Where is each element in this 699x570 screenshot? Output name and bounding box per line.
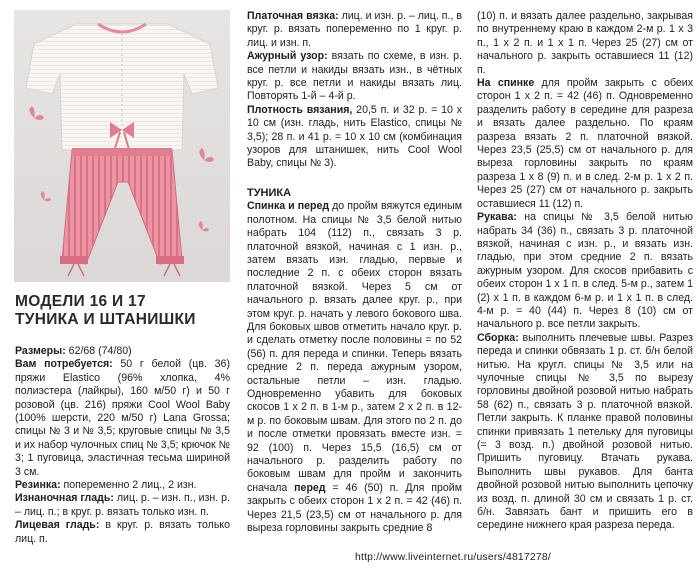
paragraph: (10) п. и вязать далее раздельно, закрывая по внутреннему краю в каждом 2-м р. 1 х 3 п., 1 х 2 п. и 1 х 1 п. Через 25 (27) см от начального р. закрыть оставшиеся 11 (12) п. [477, 10, 693, 76]
column-2 [247, 10, 462, 535]
page-title: МОДЕЛИ 16 И 17 ТУНИКА И ШТАНИШКИ [15, 293, 196, 328]
watermark-url: http://www.liveinternet.ru/users/4817278/ [355, 552, 551, 563]
title-block [15, 293, 230, 337]
paragraph: Ажурный узор: вязать по схеме, в изн. р. все петли и накиды вязать изн., в чётных круг. р. все петли и накиды вязать лиц. Повторять 1-й – 4-й р. [247, 50, 462, 103]
product-photo [14, 10, 230, 282]
column-3 [477, 10, 693, 533]
paragraph: Вам потребуется: 50 г белой (цв. 36) пряжи Elastico (96% хлопка, 4% полиэстера (лайкры), 160 м/50 г) и 50 г розовой (цв. 216) пряжи Cool Wool Baby (100% шерсти, 220 м/50 г) Lana Grossa; спицы № 3 и № 3,5; круговые спицы № 3,5 и их набор чулочных спиц № 3,5; крючок № 3; 1 пуговица, эластичная тесьма шириной 3 см. [15, 358, 230, 478]
paragraph: Спинка и перед до пройм вяжутся единым полотном. На спицы № 3,5 белой нитью набрать 104 (112) п., связать 3 р. платочной вязкой, начиная с 1 изн. р., затем вязать изн. гладью, первые и последние 2 п. с обеих сторон вязать платочной вязкой. Через 5 см от начального р. вязать далее круг. р., при этом круг. р. начать у левого бокового шва. Для боковых швов отметить начало круг. р. и сделать отметку после половины = по 52 (56) п. для переда и спинки. Теперь вязать средние 2 п. переда ажурным узором, остальные петли – изн. гладью. Одновременно убавить для боковых скосов 1 х 2 п. в 1-м р., затем 2 х 2 п. в 12-м р. по боковым швам. Для этого по 2 п. до и после отметки провязать вместе изн. = 92 (100) п. Через 15,5 (16,5) см от начального р. разделить работу по боковым швам для пройм и закончить сначала перед = 46 (50) п. Для пройм закрыть с обеих сторон 1 х 2 п. = 42 (46) п. Через 21,5 (23,5) см от начального р. для выреза горловины закрыть средние 8 [247, 200, 463, 535]
section-heading: ТУНИКА [247, 186, 292, 199]
paragraph: Рукава: на спицы № 3,5 белой нитью набрать 34 (36) п., связать 3 р. платочной вязкой, начиная с изн. р., и вязать изн. гладью, при этом средние 2 п. вязать ажурным узором. Для скосов прибавить с обеих сторон 1 х 1 п. в след. 5-м р., затем 1 (2) х 1 п. в каждом 6-м р. и 1 х 1 п. в след. 4-м р. = 40 (44) п. Через 8 (10) см от начального р. все петли закрыть. [477, 211, 693, 331]
paragraph: Плотность вязания, 20,5 п. и 32 р. = 10 х 10 см (изн. гладь, нить Elastico, спицы № 3,5); 28 п. и 41 р. = 10 х 10 см (комбинация узоров для штанишек, нить Cool Wool Baby, спицы № 3). [247, 103, 462, 170]
paragraph: Лицевая гладь: в круг. р. вязать только лиц. п. [15, 519, 230, 545]
paragraph: Размеры: 62/68 (74/80) [15, 345, 132, 357]
paragraph: Изнаночная гладь: лиц. р. – изн. п., изн. р. – лиц. п.; в круг. р. вязать только изн. п. [15, 492, 230, 518]
paragraph: Сборка: выполнить плечевые швы. Разрез переда и спинки обвязать 1 р. ст. б/н белой нитью. На кругл. спицы № 3,5 или на чулочные спицы № 3,5 по вырезу горловины двойной розовой нитью набрать 58 (62) п., связать 3 р. платочной вязкой. Петли закрыть. К планке правой половины спинки привязать 1 петельку для пуговицы (= 3 возд. п.) двойной розовой нитью. Пришить пуговицу. Втачать рукава. Выполнить швы рукавов. Для банта двойной розовой нитью выполнить цепочку из возд. п. длиной 30 см и связать 1 р. ст. б/н. Завязать бант и пришить его в середине нижнего края разреза переда. [477, 331, 693, 532]
paragraph: Резинка: попеременно 2 лиц., 2 изн. [15, 479, 197, 492]
column-1 [15, 345, 230, 546]
paragraph: Платочная вязка: лиц. и изн. р. – лиц. п., в круг. р. вязать попеременно по 1 круг. р. лиц. и изн. п. [247, 10, 462, 49]
tunic-pants-illustration [14, 10, 230, 282]
paragraph: На спинке для пройм закрыть с обеих сторон 1 х 2 п. = 42 (46) п. Одновременно разделить работу в середине для разреза и вязать далее раздельно. По краям разреза вязать 2 п. платочной вязкой. Через 23,5 (25,5) см от начального р. для выреза горловины закрыть по краям разреза 1 х 8 (9) п. и в след. 2-м р. 1 х 2 п. Через 25 (27) см от начального р. закрыть оставшиеся 11 (12) п. [477, 77, 693, 210]
